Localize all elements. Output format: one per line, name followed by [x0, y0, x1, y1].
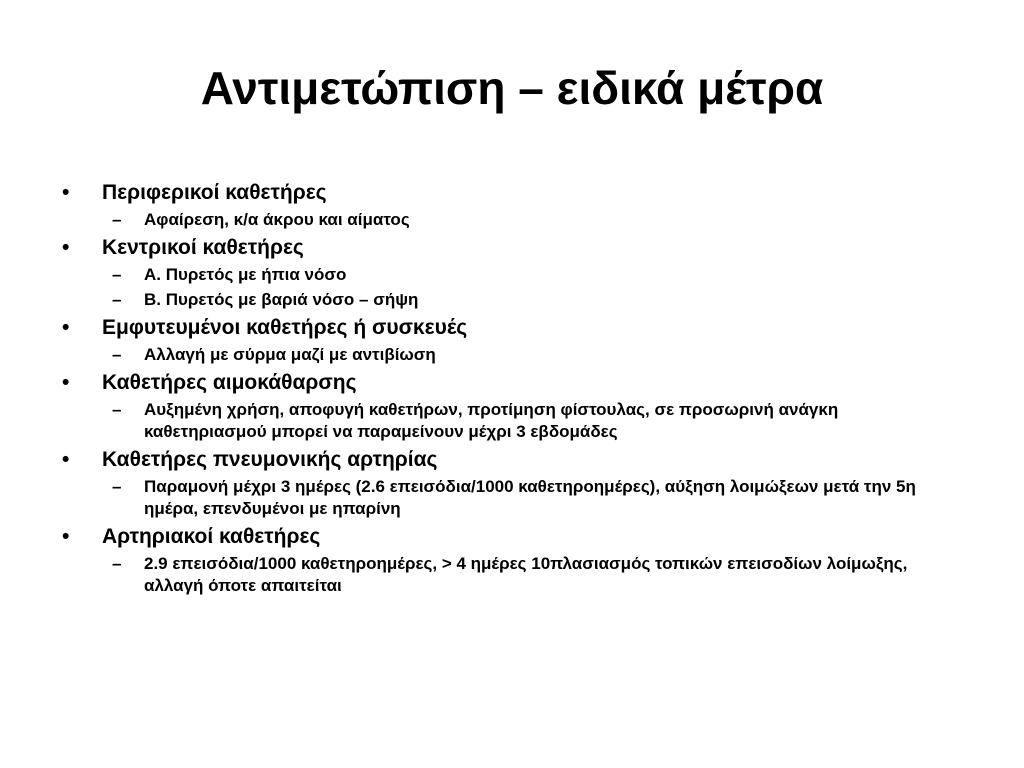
bullet-text: Εμφυτευμένοι καθετήρες ή συσκευές	[102, 316, 468, 339]
sub-bullet-text: Αλλαγή με σύρμα μαζί με αντιβίωση	[144, 345, 436, 364]
bullet-text: Κεντρικοί καθετήρες	[102, 236, 304, 259]
bullet-item	[62, 446, 962, 474]
sub-bullet-text: Β. Πυρετός με βαριά νόσο – σήψη	[144, 290, 419, 309]
bullet-item	[62, 523, 962, 551]
sub-bullet-marker: –	[112, 265, 122, 284]
sub-bullet-item	[62, 399, 962, 443]
slide-title: Αντιμετώπιση – ειδικά μέτρα	[200, 62, 824, 114]
sub-bullet-marker: –	[112, 290, 122, 309]
sub-bullet-text: 2.9 επεισόδια/1000 καθετηροημέρες, > 4 ημέρες 10πλασιασμός τοπικών επεισοδίων λοίμωξης, αλλαγή όποτε απαιτείται	[144, 554, 908, 595]
bullet-marker: •	[62, 316, 70, 339]
sub-bullet-marker: –	[112, 554, 122, 573]
sub-bullet-marker: –	[112, 210, 122, 229]
bullet-item	[62, 179, 962, 207]
sub-bullet-item	[62, 476, 962, 520]
bullet-list	[62, 178, 962, 600]
bullet-item	[62, 234, 962, 262]
bullet-text: Καθετήρες αιμοκάθαρσης	[102, 371, 357, 394]
bullet-text: Καθετήρες πνευμονικής αρτηρίας	[102, 448, 438, 471]
sub-bullet-item	[62, 553, 962, 597]
sub-bullet-marker: –	[112, 345, 122, 364]
bullet-text: Αρτηριακοί καθετήρες	[102, 525, 321, 548]
bullet-item	[62, 369, 962, 397]
bullet-text: Περιφερικοί καθετήρες	[102, 181, 327, 204]
bullet-marker: •	[62, 236, 70, 259]
bullet-marker: •	[62, 525, 70, 548]
sub-bullet-item	[62, 344, 962, 366]
sub-bullet-item	[62, 289, 962, 311]
sub-bullet-text: Αφαίρεση, κ/α άκρου και αίματος	[144, 210, 410, 229]
sub-bullet-marker: –	[112, 400, 122, 419]
bullet-marker: •	[62, 181, 70, 204]
bullet-marker: •	[62, 448, 70, 471]
sub-bullet-marker: –	[112, 477, 122, 496]
sub-bullet-text: Παραμονή μέχρι 3 ημέρες (2.6 επεισόδια/1000 καθετηροημέρες), αύξηση λοιμώξεων μετά την 5η ημέρα, επενδυμένοι με ηπαρίνη	[144, 477, 916, 518]
bullet-item	[62, 314, 962, 342]
sub-bullet-text: Α. Πυρετός με ήπια νόσο	[144, 265, 347, 284]
bullet-marker: •	[62, 371, 70, 394]
sub-bullet-item	[62, 264, 962, 286]
sub-bullet-text: Αυξημένη χρήση, αποφυγή καθετήρων, προτίμηση φίστουλας, σε προσωρινή ανάγκη καθετηριασμού μπορεί να παραμείνουν μέχρι 3 εβδομάδες	[144, 400, 839, 441]
sub-bullet-item	[62, 209, 962, 231]
